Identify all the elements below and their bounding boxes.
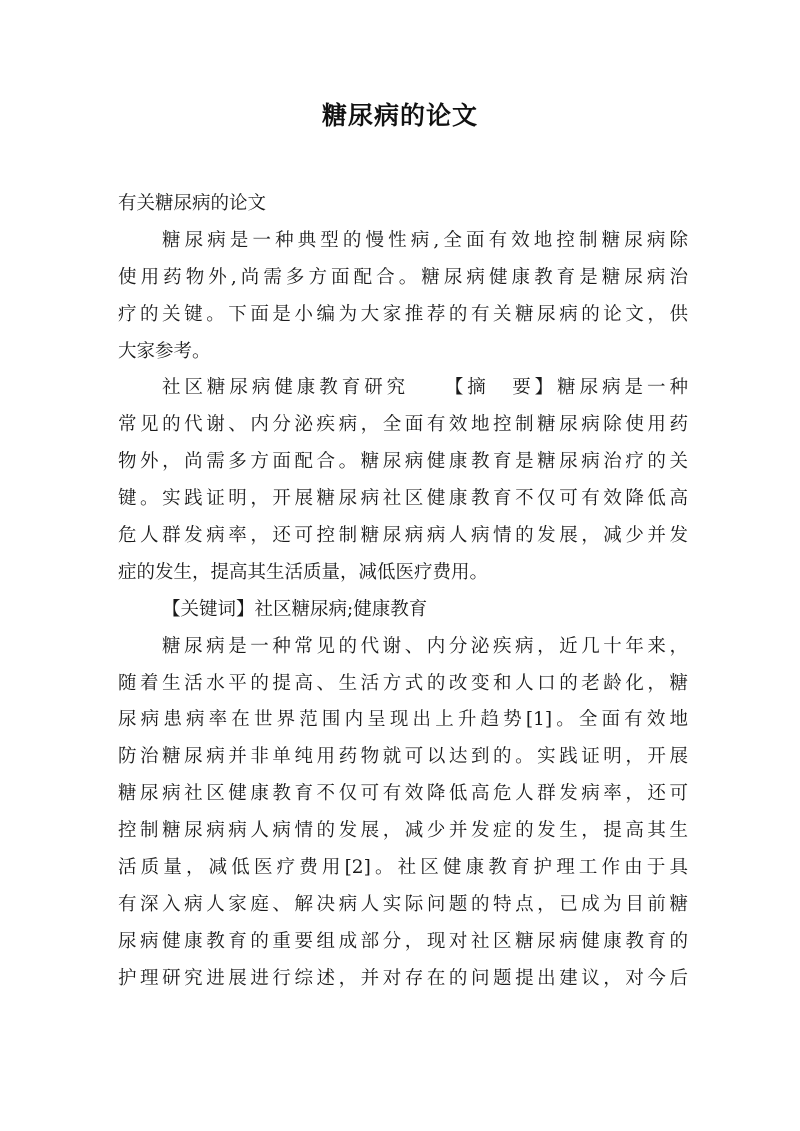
text-line: 疗的关键。下面是小编为大家推荐的有关糖尿病的论文，供 xyxy=(118,303,688,325)
text-line: 使用药物外,尚需多方面配合。糖尿病健康教育是糖尿病治 xyxy=(118,266,688,288)
text-line: 有关糖尿病的论文 xyxy=(118,193,267,214)
text-line: 危人群发病率，还可控制糖尿病病人病情的发展，减少并发 xyxy=(118,525,688,547)
text-line: 【关键词】社区糖尿病;健康教育 xyxy=(162,598,428,620)
text-line: 糖尿病社区健康教育不仅可有效降低高危人群发病率，还可 xyxy=(118,783,688,805)
text-line: 症的发生，提高其生活质量，减低医疗费用。 xyxy=(118,561,489,583)
text-line: 尿病健康教育的重要组成部分，现对社区糖尿病健康教育的 xyxy=(118,930,688,952)
text-line: 物外，尚需多方面配合。糖尿病健康教育是糖尿病治疗的关 xyxy=(118,451,688,473)
text-line: 护理研究进展进行综述，并对存在的问题提出建议，对今后 xyxy=(118,967,688,989)
text-line: 活质量，减低医疗费用[2]。社区健康教育护理工作由于具 xyxy=(118,857,688,879)
text-line: 控制糖尿病病人病情的发展，减少并发症的发生，提高其生 xyxy=(118,820,688,842)
text-line: 常见的代谢、内分泌疾病，全面有效地控制糖尿病除使用药 xyxy=(118,414,688,436)
text-line: 随着生活水平的提高、生活方式的改变和人口的老龄化，糖 xyxy=(118,672,688,694)
text-line: 糖尿病是一种常见的代谢、内分泌疾病，近几十年来， xyxy=(162,635,688,657)
text-line: 防治糖尿病并非单纯用药物就可以达到的。实践证明，开展 xyxy=(118,746,688,768)
text-line: 尿病患病率在世界范围内呈现出上升趋势[1]。全面有效地 xyxy=(118,709,688,731)
document-body xyxy=(118,186,688,998)
text-line: 大家参考。 xyxy=(118,340,211,362)
document-title: 糖尿病的论文 xyxy=(321,101,478,130)
text-line: 社区糖尿病健康教育研究 【摘 要】糖尿病是一种 xyxy=(162,377,688,399)
text-line: 键。实践证明，开展糖尿病社区健康教育不仅可有效降低高 xyxy=(118,488,688,510)
text-line: 有深入病人家庭、解决病人实际问题的特点，已成为目前糖 xyxy=(118,893,688,915)
text-line: 糖尿病是一种典型的慢性病,全面有效地控制糖尿病除 xyxy=(162,229,688,251)
